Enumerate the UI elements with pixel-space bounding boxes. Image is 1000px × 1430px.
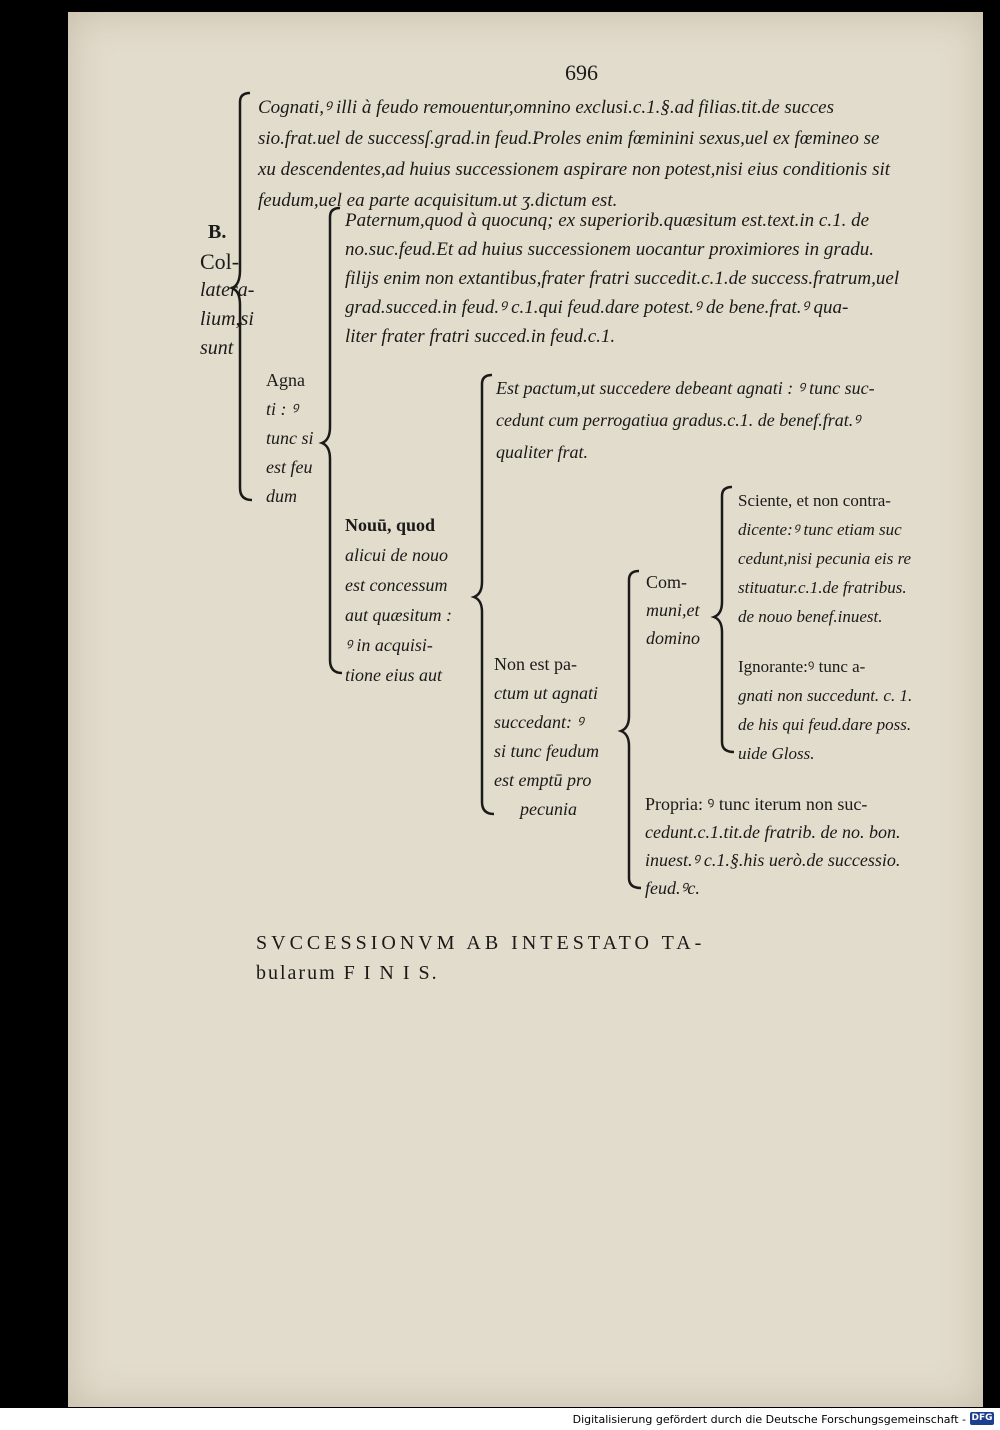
nouum-line: tione eius aut [345, 665, 442, 685]
agnati-line: Agna [266, 370, 305, 390]
agnati-line: ti : ꝰ [266, 399, 298, 419]
propria-paragraph [645, 790, 900, 902]
dfg-logo: DFG [971, 1413, 993, 1423]
ignorante-line: gnati non succedunt. c. 1. [738, 686, 913, 705]
est-pactum-line: cedunt cum perrogatiua gradus.c.1. de benef.frat.ꝰ [496, 410, 861, 430]
paternum-line: filijs enim non extantibus,frater fratri succedit.c.1.de success.fratrum,uel [345, 268, 900, 289]
non-est-line: est emptū pro [494, 770, 592, 790]
footer-credit: Digitalisierung gefördert durch die Deutsche Forschungsgemeinschaft - [572, 1413, 966, 1426]
sciente-line: dicente:ꝰ tunc etiam suc [738, 520, 902, 539]
cognati-line: sio.frat.uel de successſ.grad.in feud.Proles enim fœminini sexus,uel ex fœmineo se [258, 128, 880, 149]
non-est-label [494, 650, 599, 824]
nouum-line: est concessum [345, 575, 448, 595]
nouum-line: aut quæsitum : [345, 605, 453, 625]
non-est-line: pecunia [520, 799, 577, 819]
nouum-line: ꝰ in acquisi- [345, 635, 433, 655]
communi-line: muni,et [646, 600, 700, 620]
non-est-line: Non est pa- [494, 654, 577, 674]
finis-heading [256, 928, 705, 988]
propria-line: Propria: ꝰ tunc iterum non suc- [645, 794, 868, 814]
sciente-line: de nouo benef.inuest. [738, 607, 883, 626]
finis-line: bularum F I N I S. [256, 962, 439, 984]
propria-line: inuest.ꝰ c.1.§.his uerò.de successio. [645, 850, 901, 870]
nouum-line: Nouū, quod [345, 515, 436, 535]
page-number: 696 [565, 60, 598, 85]
label-b [200, 218, 254, 363]
cognati-line: Cognati,ꝰ illi à feudo remouentur,omnino exclusi.c.1.§.ad filias.tit.de succes [258, 97, 834, 118]
paternum-line: Paternum,quod à quocunq; ex superiorib.quæsitum est.text.in c.1. de [345, 210, 870, 231]
sciente-paragraph [738, 486, 911, 631]
sciente-line: Sciente, et non contra- [738, 491, 891, 510]
label-b-line: sunt [200, 337, 234, 359]
est-pactum-paragraph [496, 372, 875, 468]
nouum-line: alicui de nouo [345, 545, 448, 565]
bracket-communi [710, 484, 740, 764]
agnati-line: est feu [266, 457, 313, 477]
finis-line: SVCCESSIONVM AB INTESTATO TA- [256, 932, 706, 954]
ignorante-line: uide Gloss. [738, 744, 815, 763]
cognati-line: feudum,uel ea parte acquisitum.ut ʒ.dictum est. [258, 190, 618, 211]
est-pactum-line: qualiter frat. [496, 442, 589, 462]
bracket-agnati [318, 205, 348, 680]
paternum-line: liter frater fratri succed.in feud.c.1. [345, 326, 616, 347]
label-b-line: B. [208, 221, 227, 243]
agnati-label [266, 366, 314, 511]
communi-label [646, 568, 700, 652]
non-est-line: succedant: ꝰ [494, 712, 584, 732]
label-b-line: latera- [200, 279, 255, 301]
cognati-paragraph [258, 92, 890, 216]
propria-line: feud.ꝰc. [645, 878, 700, 898]
ignorante-paragraph [738, 652, 912, 768]
paternum-line: no.suc.feud.Et ad huius successionem uocantur proximiores in gradu. [345, 239, 874, 260]
propria-line: cedunt.c.1.tit.de fratrib. de no. bon. [645, 822, 901, 842]
label-b-line: lium,si [200, 308, 254, 330]
paternum-paragraph [345, 206, 899, 351]
communi-line: Com- [646, 572, 688, 592]
non-est-line: ctum ut agnati [494, 683, 598, 703]
cognati-line: xu descendentes,ad huius successionem aspirare non potest,nisi eius conditionis sit [258, 159, 891, 180]
sciente-line: cedunt,nisi pecunia eis re [738, 549, 912, 568]
agnati-line: tunc si [266, 428, 314, 448]
label-b-line: Col- [200, 249, 240, 274]
agnati-line: dum [266, 486, 297, 506]
sciente-line: stituatur.c.1.de fratribus. [738, 578, 907, 597]
communi-line: domino [646, 628, 700, 648]
nouum-label [345, 510, 452, 690]
est-pactum-line: Est pactum,ut succedere debeant agnati : ꝰ tunc suc- [496, 378, 875, 398]
non-est-line: si tunc feudum [494, 741, 599, 761]
ignorante-line: de his qui feud.dare poss. [738, 715, 912, 734]
ignorante-line: Ignorante:ꝰ tunc a- [738, 657, 866, 676]
bracket-non-est [617, 568, 647, 898]
paternum-line: grad.succed.in feud.ꝰ c.1.qui feud.dare potest.ꝰ de bene.frat.ꝰ qua- [345, 297, 849, 318]
